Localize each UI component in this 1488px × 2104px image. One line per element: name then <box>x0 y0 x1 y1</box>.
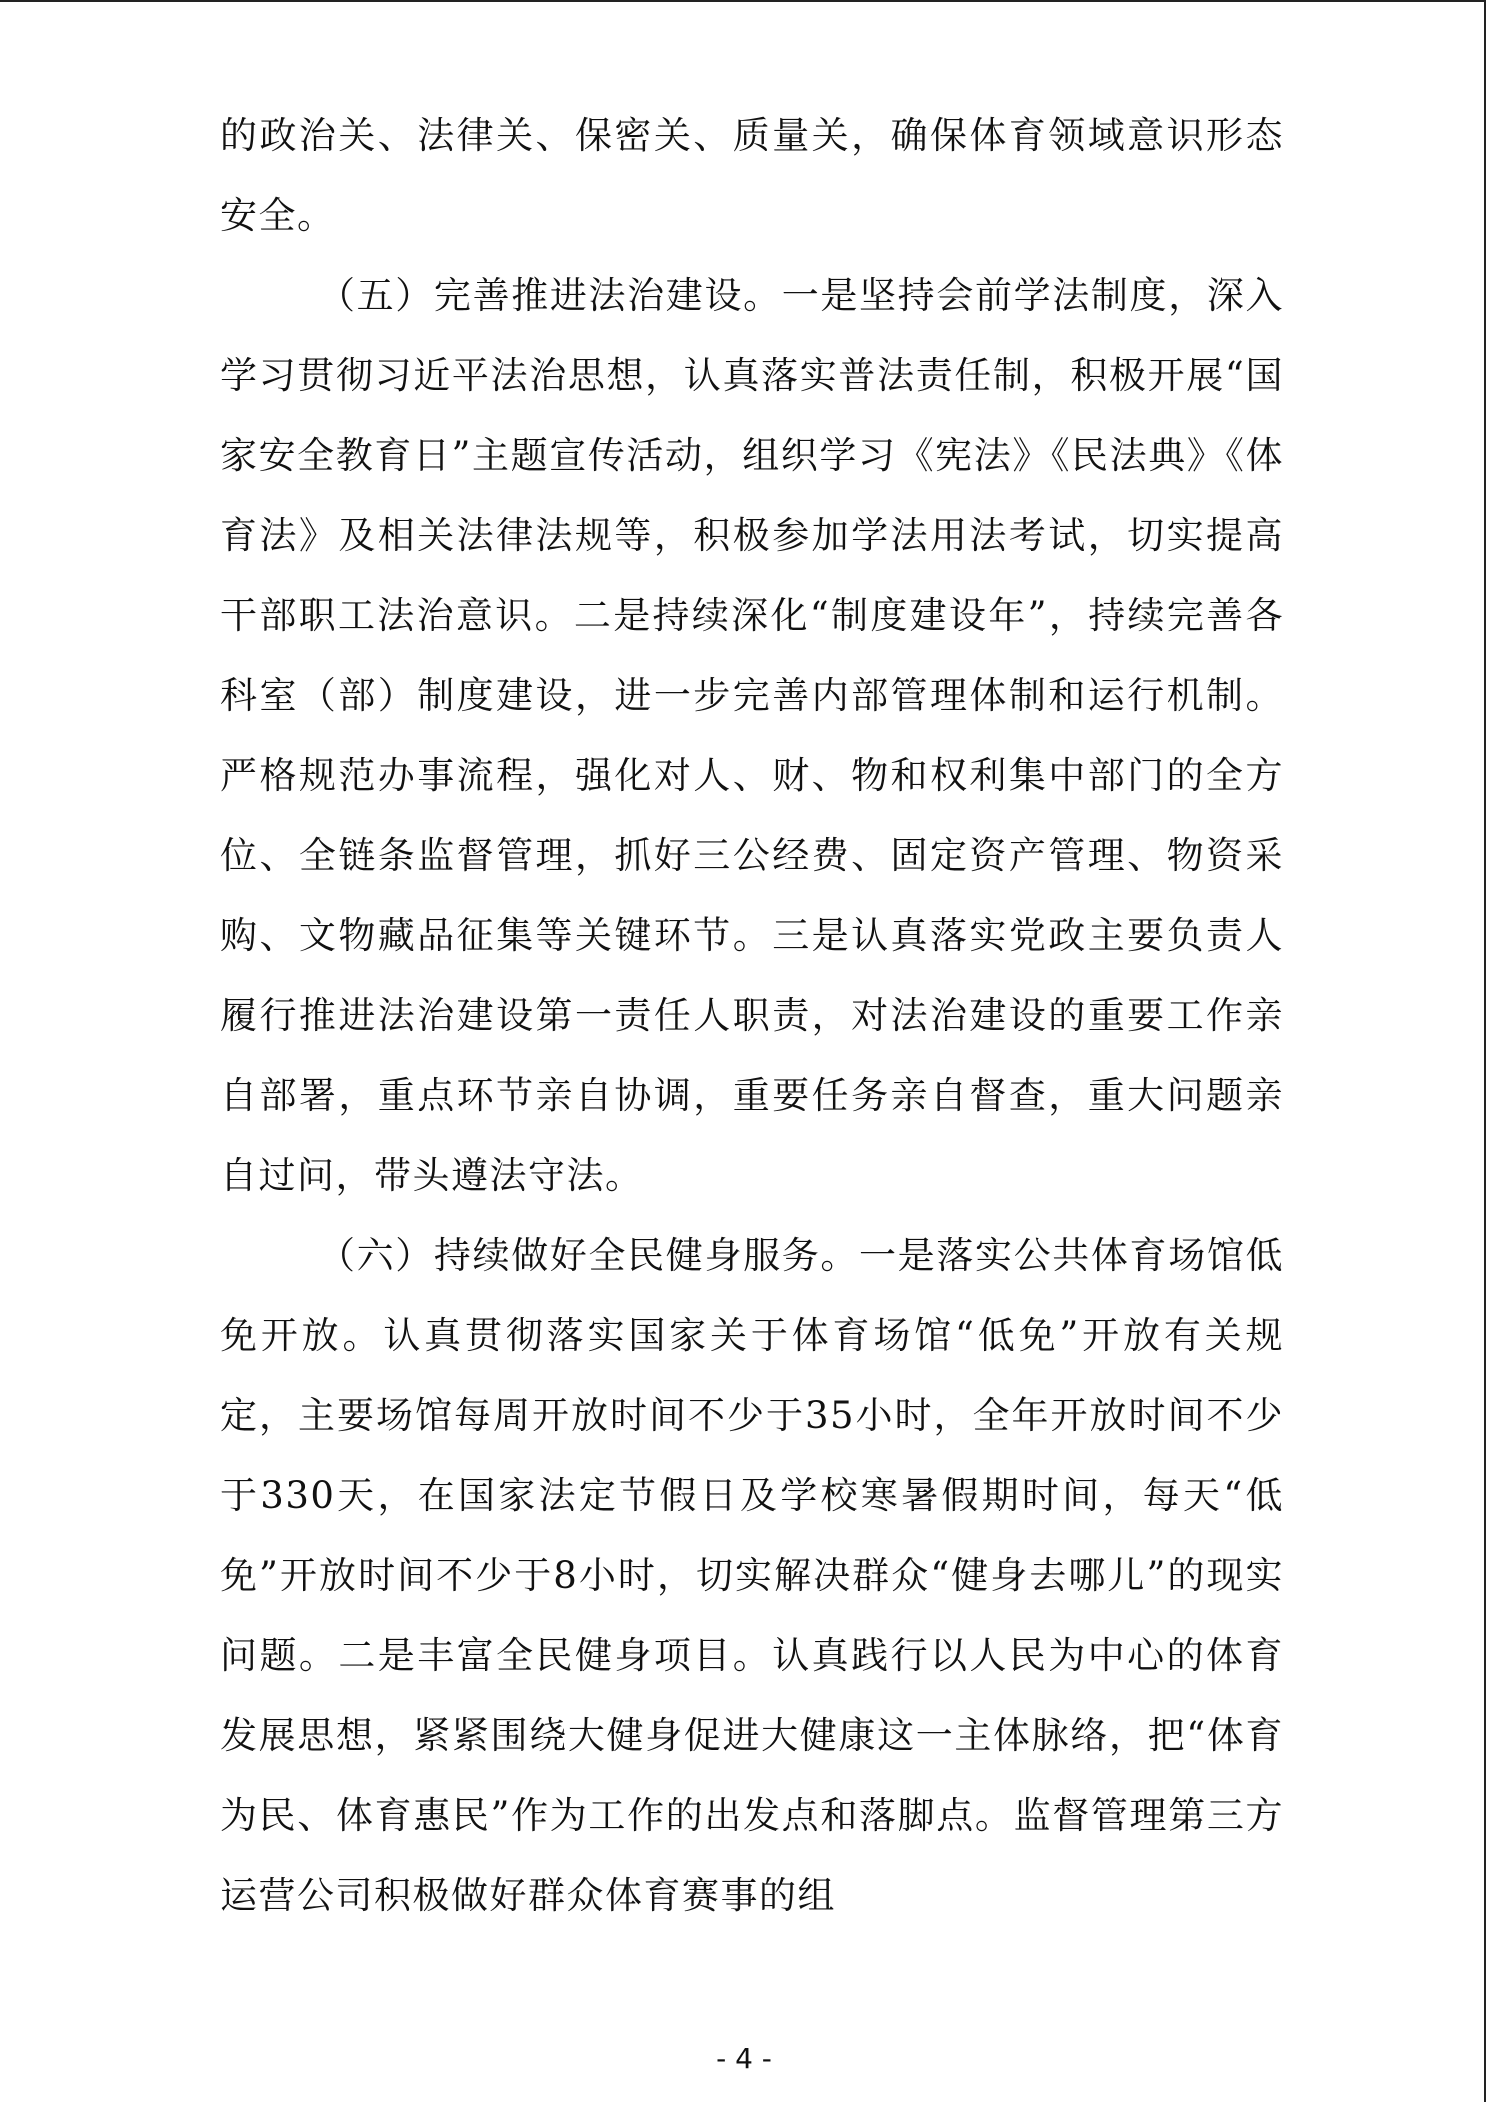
paragraph-rule-of-law: （五）完善推进法治建设。一是坚持会前学法制度，深入学习贯彻习近平法治思想，认真落实普法责任制，积极开展“国家安全教育日”主题宣传活动，组织学习《宪法》《民法典》《体育法》及相关法律法规等，积极参加学法用法考试，切实提高干部职工法治意识。二是持续深化“制度建设年”，持续完善各科室（部）制度建设，进一步完善内部管理体制和运行机制。严格规范办事流程，强化对人、财、物和权利集中部门的全方位、全链条监督管理，抓好三公经费、固定资产管理、物资采购、文物藏品征集等关键环节。三是认真落实党政主要负责人履行推进法治建设第一责任人职责，对法治建设的重要工作亲自部署，重点环节亲自协调，重要任务亲自督查，重大问题亲自过问，带头遵法守法。 <box>220 274 1284 1197</box>
document-body <box>220 96 1284 1936</box>
page-number: - 4 - <box>716 2042 772 2075</box>
paragraph-continuation: 的政治关、法律关、保密关、质量关，确保体育领域意识形态安全。 <box>220 114 1284 237</box>
paragraph-fitness-service: （六）持续做好全民健身服务。一是落实公共体育场馆低免开放。认真贯彻落实国家关于体育场馆“低免”开放有关规定，主要场馆每周开放时间不少于35小时，全年开放时间不少于330天，在国家法定节假日及学校寒暑假期时间，每天“低免”开放时间不少于8小时，切实解决群众“健身去哪儿”的现实问题。二是丰富全民健身项目。认真践行以人民为中心的体育发展思想，紧紧围绕大健身促进大健康这一主体脉络，把“体育为民、体育惠民”作为工作的出发点和落脚点。监督管理第三方运营公司积极做好群众体育赛事的组 <box>220 1234 1284 1917</box>
